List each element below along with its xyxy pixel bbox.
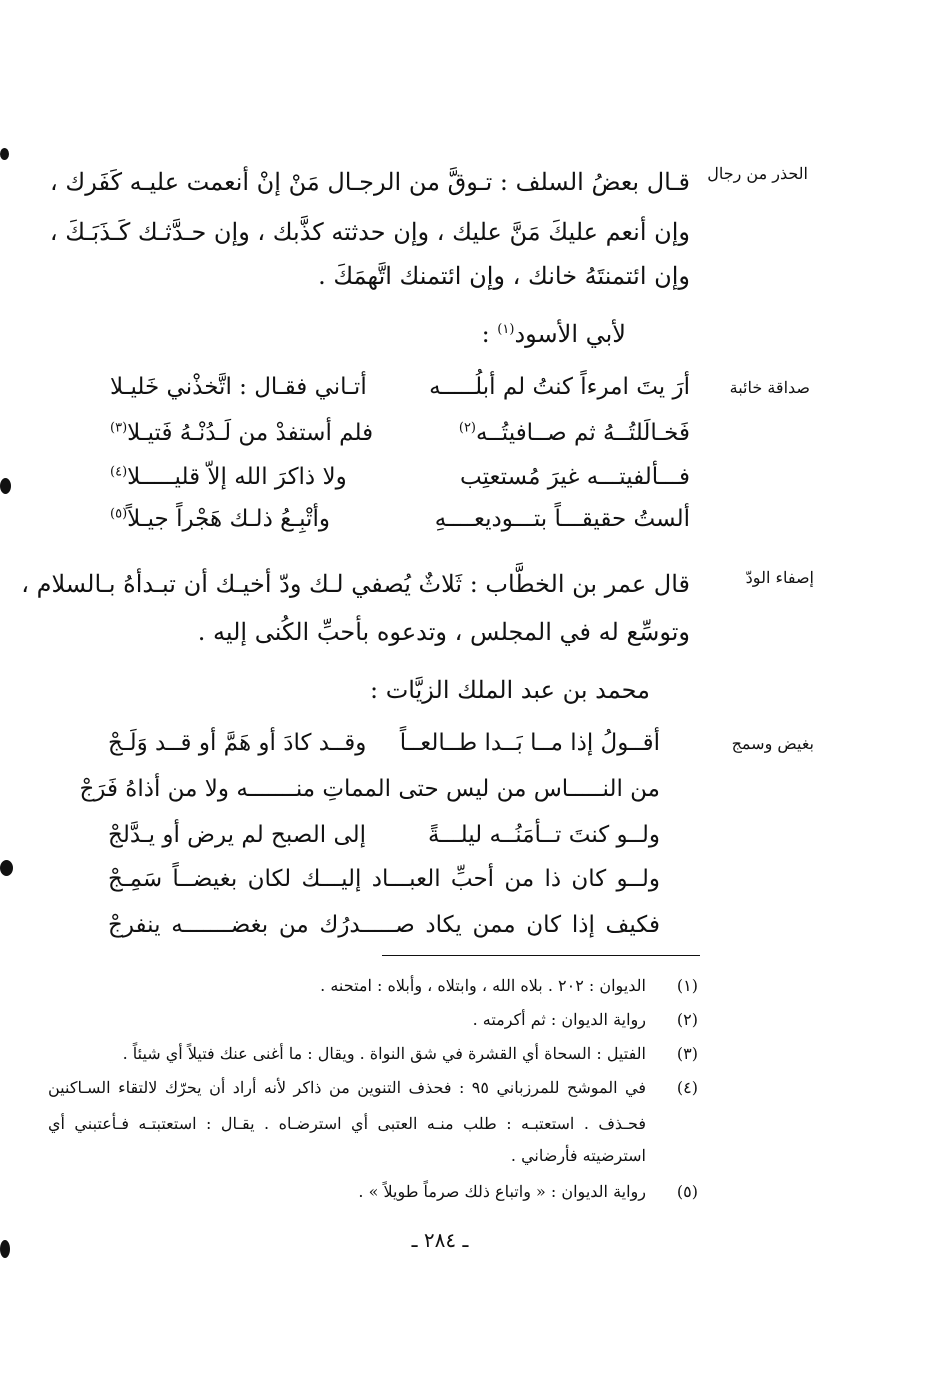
poem-heading: محمد بن عبد الملك الزيَّات : [370,676,650,704]
footnote-number: (٥) [676,1182,698,1201]
margin-note: إصفاء الودّ [745,568,814,587]
scan-mark [0,1240,10,1258]
verse-first-hemistich: فَخـالَلتُــهُ ثم صــافيتُــه$^{(٢)}$ [458,420,690,446]
margin-note: بغيض وسمج [731,734,814,753]
footnote-number: (١) [676,976,698,995]
verse-second-hemistich: وقــد كادَ أو هَمَّ أو قــد وَلَـجْ [108,730,367,756]
verse-first-hemistich: ولــو كنتَ تــأمَنُــه ليلـــةً [428,822,660,848]
footnote [98,976,698,1002]
page-number: ـ ٢٨٤ ـ [411,1228,469,1252]
verse-line [108,912,660,952]
verse-full-line: من النـــــاس من ليس حتى المماتِ منـــــــه ولا من أذاهُ فَرَجْ [79,776,660,802]
verse-second-hemistich: ولا ذاكرَ الله إلاّ قليـــــلا$^{(٤)}$ [110,464,347,490]
prose-line: قال عمر بن الخطَّاب : ثَلاثٌ يُصفي لـك ودّ أخيـك أن تبـدأهُ بـالسلام ، [21,570,690,598]
footnote-text: الديوان : ٢٠٢ . بلاه الله ، وابتلاه ، وأبلاه : امتحنه . [320,976,646,995]
verse-first-hemistich: فـــألفيتـــه غيرَ مُستعتِب [460,464,690,490]
verse-second-hemistich: وأتْبِـعُ ذلـك هَجْراً جيـلاً$^{(٥)}$ [110,506,330,532]
scan-mark [0,478,11,494]
footnote-text: رواية الديوان : ثم أكرمته . [472,1010,646,1029]
footnote-text: الفتيل : السحاة أي القشرة في شق النواة . ويقال : ما أغنى عنك فتيلاً أي شيئاً . [122,1044,646,1063]
verse-line [110,374,690,414]
footnote-number: (٤) [676,1078,698,1097]
verse-line [108,822,660,862]
verse-first-hemistich: أرَ يتَ امرءاً كنتُ لم أبلُـــــه [429,374,690,400]
footnote [98,1044,698,1070]
verse-second-hemistich: أتـاني فقـال : اتَّخذْني خَليـلا [110,374,367,400]
verse-line [108,866,660,906]
footnote-ref: (٤) [110,464,128,480]
verse-first-hemistich: ألستُ حقيقـــاً بتـــوديعــــهِ [434,506,690,532]
verse-line [79,776,660,816]
prose-line: وإن أنعم عليكَ مَنَّ عليك ، وإن حدثته كذَّبك ، وإن حـدَّثـك كَـذَبَـكَ ، [49,218,690,246]
prose-line: وإن ائتمنتَهُ خانك ، وإن ائتمنك اتَّهمَكَ . [318,262,690,290]
footnote-number: (٢) [676,1010,698,1029]
verse-line [110,506,690,546]
footnote-ref: (١) [497,322,515,337]
footnote [48,1146,698,1172]
margin-note: صداقة خائبة [729,378,810,397]
verse-second-hemistich: إلى الصبح لم يرض أو يـدَّلجْ [108,822,367,848]
prose-line: قـال بعضُ السلف : تـوقَّ من الرجـال مَنْ إنْ أنعمت عليـه كَفَرك ، [50,168,690,196]
prose-line: وتوسِّع له في المجلس ، وتدعوه بأحبِّ الكُنى إليه . [197,618,690,646]
verse-full-line: ولــو كان ذا من أحبِّ العبـــاد إليـــك لكان بغيضــاً سَمِـجْ [108,866,660,892]
footnote-text: في الموشح للمرزباني ٩٥ : فحذف التنوين من ذاكر لأنه أراد أن يحرّك لالتقاء السـاكنين [48,1078,646,1097]
verse-line [108,730,660,770]
verse-line [110,464,690,504]
footnote [98,1182,698,1208]
footnote-text: رواية الديوان : « واتباع ذلك صرماً طويلاً » . [358,1182,646,1201]
footnote-separator [382,955,700,956]
footnote-number: (٣) [676,1044,698,1063]
footnote-ref: (٢) [458,420,476,436]
footnote [48,1078,698,1104]
footnote-ref: (٥) [110,506,128,522]
footnote-text: استرضيته فأرضاني . [510,1146,646,1165]
scan-mark [0,148,9,160]
verse-first-hemistich: أقــولُ إذا مــا بَــدا طــالعــاً [399,730,660,756]
poem-heading: لأبي الأسود$^{(١)}$ : [481,320,626,348]
footnote [98,1010,698,1036]
scan-mark [0,860,13,876]
verse-full-line: فكيف إذا كان ممن يكاد صـــــدرُك من بغضـــــــه ينفرجْ [108,912,660,938]
margin-note: الحذر من رجال [707,164,808,183]
footnote-text: فحـذف . استعتبـه : طلب منـه العتبى أي استرضـاه . يقـال : استعتبتـه فـأعتبني أي [48,1114,646,1133]
verse-line [110,420,690,460]
footnote-ref: (٣) [110,420,128,436]
footnote [48,1114,698,1140]
verse-second-hemistich: فلم أستفدْ من لَـدُنْـهُ فَتيـلا$^{(٣)}$ [110,420,374,446]
